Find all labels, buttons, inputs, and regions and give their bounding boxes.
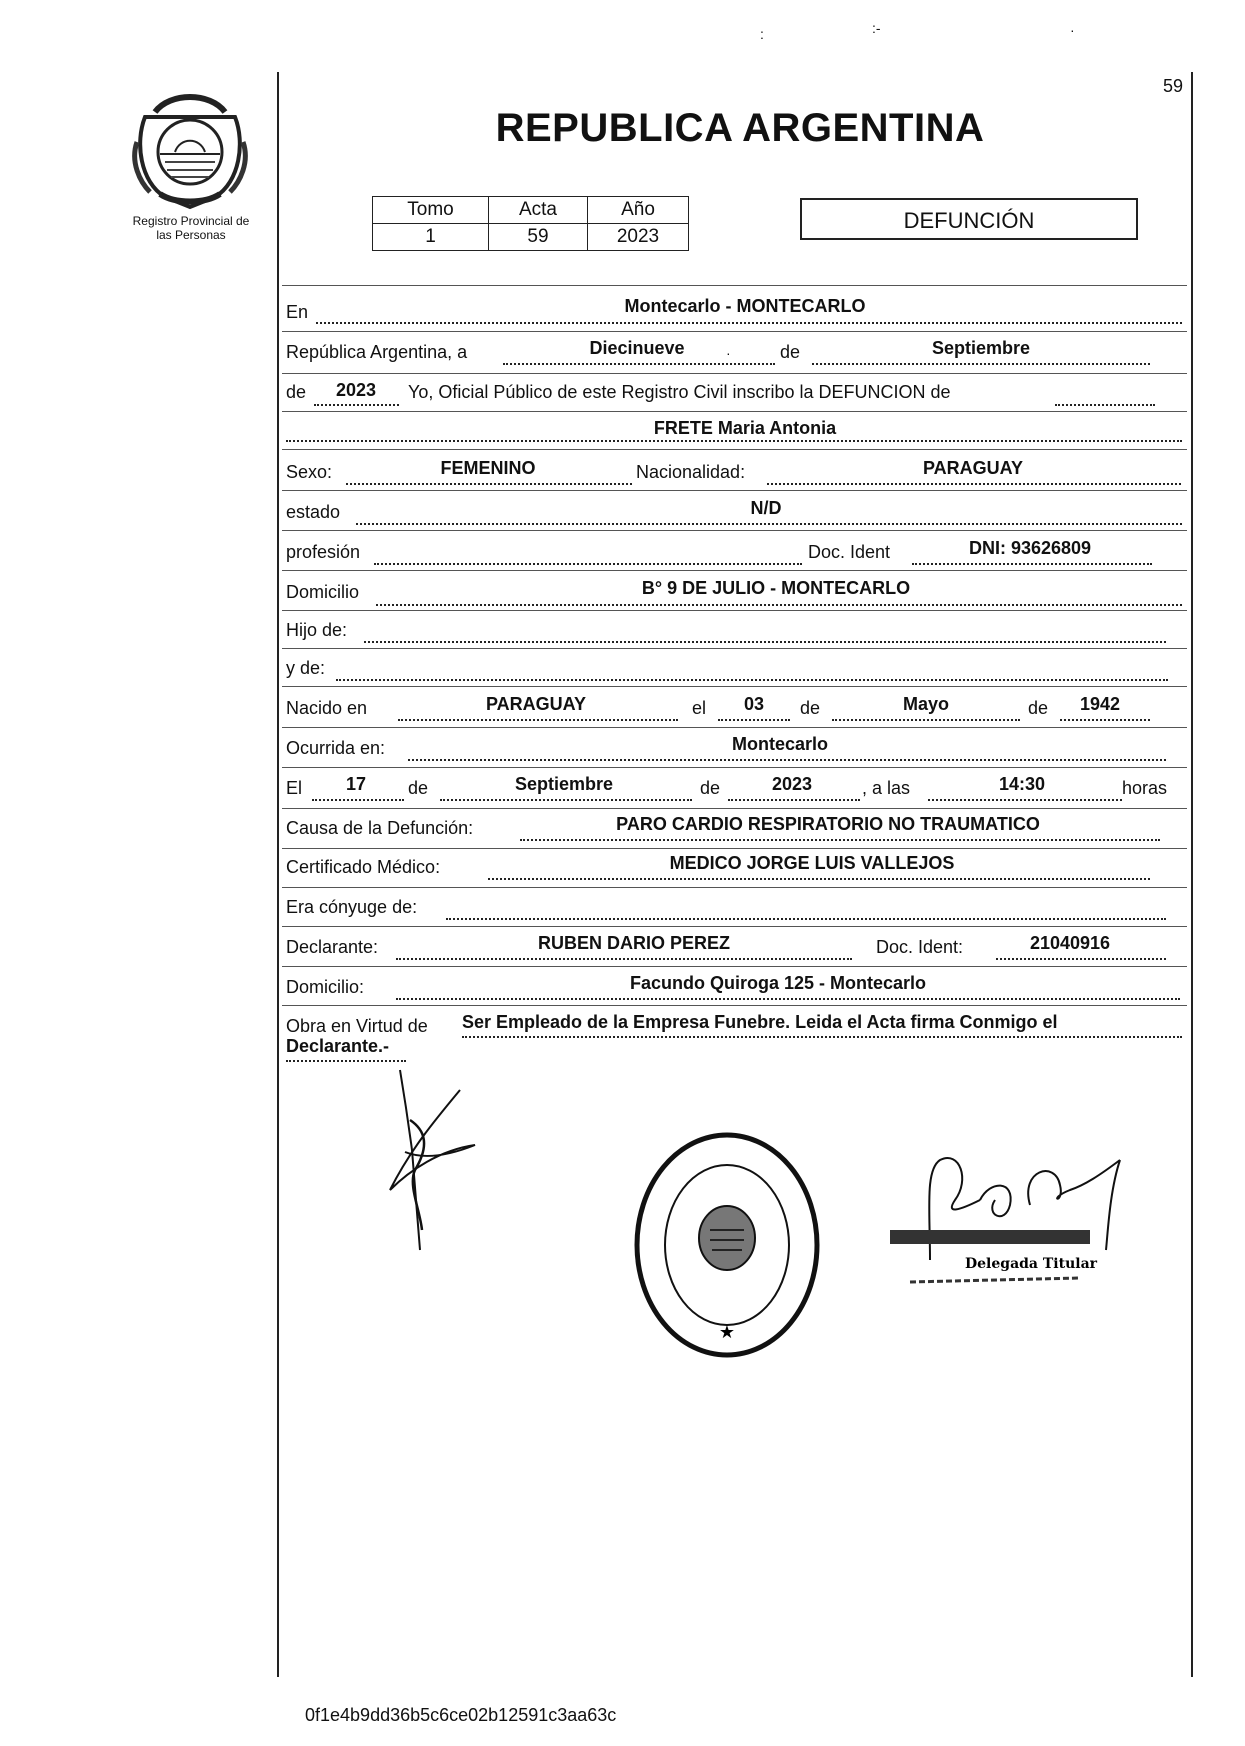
row-divider — [282, 966, 1187, 967]
row-divider — [282, 449, 1187, 450]
conyuge-label: Era cónyuge de: — [286, 897, 418, 917]
row-divider — [282, 285, 1187, 286]
row-divider — [282, 331, 1187, 332]
scan-mark: : — [760, 26, 764, 42]
de-label: de — [286, 382, 307, 402]
dotted-line — [312, 799, 404, 801]
row-divider — [282, 648, 1187, 649]
tomo-value: 1 — [373, 224, 489, 251]
el-label: El — [286, 778, 303, 798]
ano-header: Año — [588, 197, 689, 224]
hijo-label: Hijo de: — [286, 620, 348, 640]
dotted-line — [832, 719, 1020, 721]
dotted-line — [728, 799, 860, 801]
row-divider — [282, 570, 1187, 571]
de-label: de — [1028, 698, 1049, 718]
ano-value: 2023 — [588, 224, 689, 251]
dotted-line — [364, 641, 1166, 643]
deceased-name: FRETE Maria Antonia — [653, 418, 837, 438]
row-divider — [282, 1005, 1187, 1006]
record-table-value-row — [373, 224, 689, 251]
sexo-value: FEMENINO — [440, 458, 536, 478]
row-divider — [282, 686, 1187, 687]
dotted-line — [286, 440, 1182, 442]
place-value: Montecarlo - MONTECARLO — [624, 296, 866, 316]
obra-value-2: Declarante.- — [286, 1036, 390, 1056]
de-label: de — [408, 778, 429, 798]
y-de-label: y de: — [286, 658, 326, 678]
estado-value: N/D — [750, 498, 782, 518]
dotted-line — [440, 799, 692, 801]
dotted-line — [520, 839, 1160, 841]
row-divider — [282, 767, 1187, 768]
domicilio-value: B° 9 DE JULIO - MONTECARLO — [641, 578, 911, 598]
registry-line-1: Registro Provincial de — [132, 214, 250, 228]
dotted-line — [408, 759, 1166, 761]
de-label: de — [800, 698, 821, 718]
certificado-label: Certificado Médico: — [286, 857, 441, 877]
ocurrida-value: Montecarlo — [731, 734, 829, 754]
dot-mark: · — [726, 345, 731, 361]
dotted-line — [812, 363, 1150, 365]
obra-value: Ser Empleado de la Empresa Funebre. Leida el Acta firma Conmigo el — [462, 1012, 1058, 1032]
dotted-line — [488, 878, 1150, 880]
declarante-label: Declarante: — [286, 937, 379, 957]
death-month: Septiembre — [514, 774, 614, 794]
domicilio-value-2: Facundo Quiroga 125 - Montecarlo — [629, 973, 927, 993]
dotted-line — [718, 719, 790, 721]
republica-label: República Argentina, a — [286, 342, 468, 362]
declarante-value: RUBEN DARIO PEREZ — [537, 933, 731, 953]
official-signature — [870, 1130, 1160, 1290]
right-margin-line — [1191, 72, 1193, 1677]
de-label: de — [700, 778, 721, 798]
row-divider — [282, 490, 1187, 491]
dotted-line — [912, 563, 1152, 565]
birth-day: 03 — [743, 694, 765, 714]
dotted-line — [356, 523, 1182, 525]
a-las-label: , a las — [862, 778, 911, 798]
death-year: 2023 — [771, 774, 813, 794]
registry-stamp — [632, 1130, 822, 1360]
dotted-line — [316, 322, 1182, 324]
birth-year: 1942 — [1079, 694, 1121, 714]
profesion-label: profesión — [286, 542, 361, 562]
declarant-signature — [380, 1060, 500, 1260]
domicilio-label: Domicilio — [286, 582, 360, 602]
causa-label: Causa de la Defunción: — [286, 818, 474, 838]
document-hash: 0f1e4b9dd36b5c6ce02b12591c3aa63c — [305, 1705, 617, 1725]
el-label: el — [692, 698, 707, 718]
scan-mark: · — [1070, 22, 1075, 38]
row-divider — [282, 887, 1187, 888]
row-divider — [282, 727, 1187, 728]
obra-label: Obra en Virtud de — [286, 1016, 428, 1036]
certificado-value: MEDICO JORGE LUIS VALLEJOS — [669, 853, 955, 873]
sexo-label: Sexo: — [286, 462, 333, 482]
horas-label: horas — [1122, 778, 1168, 798]
month-value: Septiembre — [931, 338, 1031, 358]
dotted-line — [398, 719, 678, 721]
province-seal-logo — [125, 82, 255, 212]
nacido-label: Nacido en — [286, 698, 368, 718]
row-divider — [282, 926, 1187, 927]
dotted-line — [396, 998, 1180, 1000]
dotted-line — [767, 483, 1181, 485]
causa-value: PARO CARDIO RESPIRATORIO NO TRAUMATICO — [616, 814, 1040, 834]
record-table-header-row — [373, 197, 689, 224]
birth-month: Mayo — [902, 694, 950, 714]
row-divider — [282, 848, 1187, 849]
doc-ident-label: Doc. Ident — [808, 542, 891, 562]
ocurrida-label: Ocurrida en: — [286, 738, 386, 758]
row-divider — [282, 373, 1187, 374]
dotted-line — [396, 958, 852, 960]
tomo-header: Tomo — [373, 197, 489, 224]
acta-header: Acta — [489, 197, 588, 224]
doc-ident-value: DNI: 93626809 — [968, 538, 1092, 558]
dotted-line — [462, 1036, 1182, 1038]
en-label: En — [286, 302, 309, 322]
dotted-line — [346, 483, 632, 485]
dotted-line — [1055, 404, 1155, 406]
dotted-line — [374, 563, 802, 565]
page-number: 59 — [1163, 76, 1184, 96]
nacionalidad-value: PARAGUAY — [922, 458, 1024, 478]
dotted-line — [928, 799, 1122, 801]
doc-ident-label-2: Doc. Ident: — [876, 937, 964, 957]
dotted-line — [314, 404, 399, 406]
left-margin-line — [277, 72, 279, 1677]
death-time: 14:30 — [998, 774, 1046, 794]
declarante-doc-value: 21040916 — [1029, 933, 1111, 953]
de-label: de — [780, 342, 801, 362]
dotted-line — [503, 363, 775, 365]
registry-name — [105, 214, 277, 242]
row-divider — [282, 808, 1187, 809]
dotted-line — [446, 918, 1166, 920]
dotted-line — [996, 958, 1166, 960]
registry-line-2: las Personas — [156, 228, 226, 242]
row-divider — [282, 530, 1187, 531]
dotted-line — [376, 604, 1182, 606]
row-divider — [282, 610, 1187, 611]
birthplace-value: PARAGUAY — [485, 694, 587, 714]
scan-mark: :- — [872, 20, 881, 36]
record-type-box: DEFUNCIÓN — [800, 198, 1138, 240]
estado-label: estado — [286, 502, 341, 522]
row-divider — [282, 411, 1187, 412]
dotted-line — [1060, 719, 1150, 721]
svg-text:★: ★ — [718, 1322, 736, 1343]
dotted-line — [336, 679, 1168, 681]
day-value: Diecinueve — [589, 338, 685, 358]
delegada-text: Delegada Titular — [965, 1256, 1098, 1272]
page-title: REPUBLICA ARGENTINA — [495, 106, 985, 150]
acta-value: 59 — [489, 224, 588, 251]
death-day: 17 — [345, 774, 367, 794]
nacionalidad-label: Nacionalidad: — [636, 462, 746, 482]
year-value: 2023 — [335, 380, 377, 400]
record-table — [372, 196, 689, 251]
inscribo-text: Yo, Oficial Público de este Registro Civil inscribo la DEFUNCION de — [408, 382, 951, 402]
domicilio-label-2: Domicilio: — [286, 977, 365, 997]
